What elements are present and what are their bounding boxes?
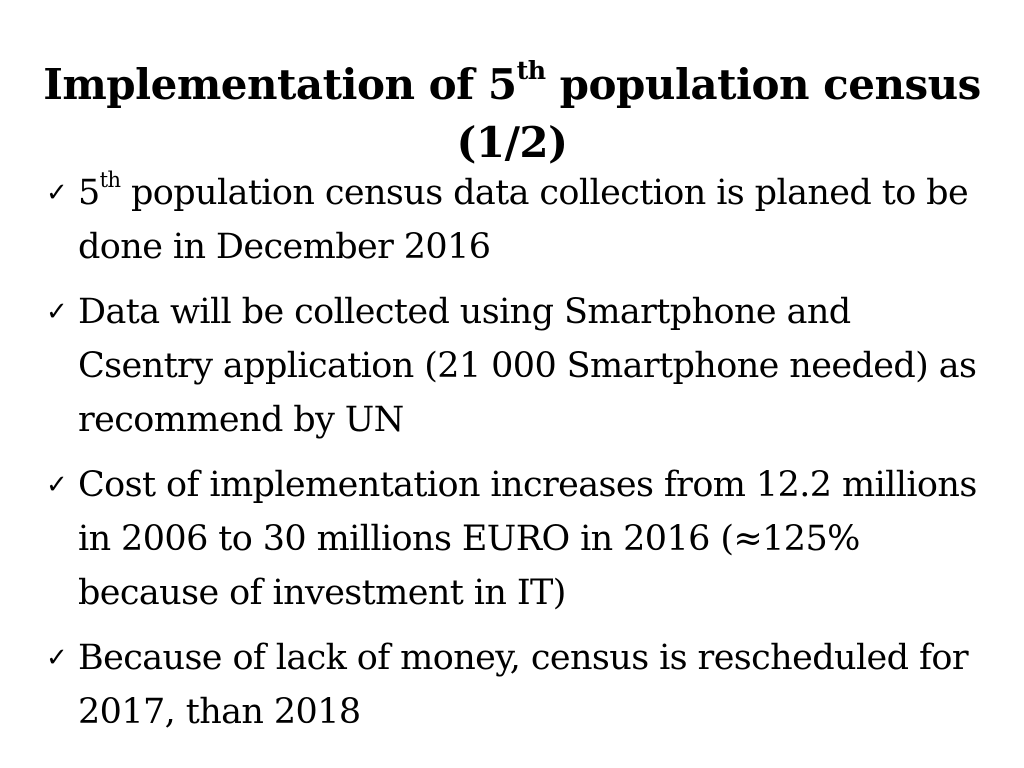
bullet-item: [46, 458, 986, 620]
bullet-item: [46, 285, 986, 447]
bullet-text: [78, 166, 986, 274]
bullet-text: Because of lack of money, census is rescheduled for 2017, than 2018: [78, 638, 968, 732]
bullet-body: population census data collection is planed to be done in December 2016: [78, 173, 969, 267]
checkmark-icon: ✓: [46, 178, 68, 208]
title-superscript: th: [516, 55, 546, 86]
bullet-text: Data will be collected using Smartphone and Csentry application (21 000 Smartphone needed) as recommend by UN: [78, 292, 977, 440]
title-text-part1: Implementation of 5: [43, 60, 517, 110]
bullet-list: [46, 166, 986, 750]
bullet-item: [46, 631, 986, 739]
checkmark-icon: ✓: [46, 643, 68, 673]
bullet-superscript: th: [99, 168, 121, 193]
bullet-text: Cost of implementation increases from 12.2 millions in 2006 to 30 millions EURO in 2016 (≈125% because of investment in IT): [78, 465, 977, 613]
slide-title: [40, 56, 984, 172]
bullet-prefix: 5: [78, 173, 100, 213]
bullet-item: [46, 166, 986, 274]
checkmark-icon: ✓: [46, 297, 68, 327]
title-text-part2: population census (1/2): [456, 60, 981, 168]
checkmark-icon: ✓: [46, 470, 68, 500]
